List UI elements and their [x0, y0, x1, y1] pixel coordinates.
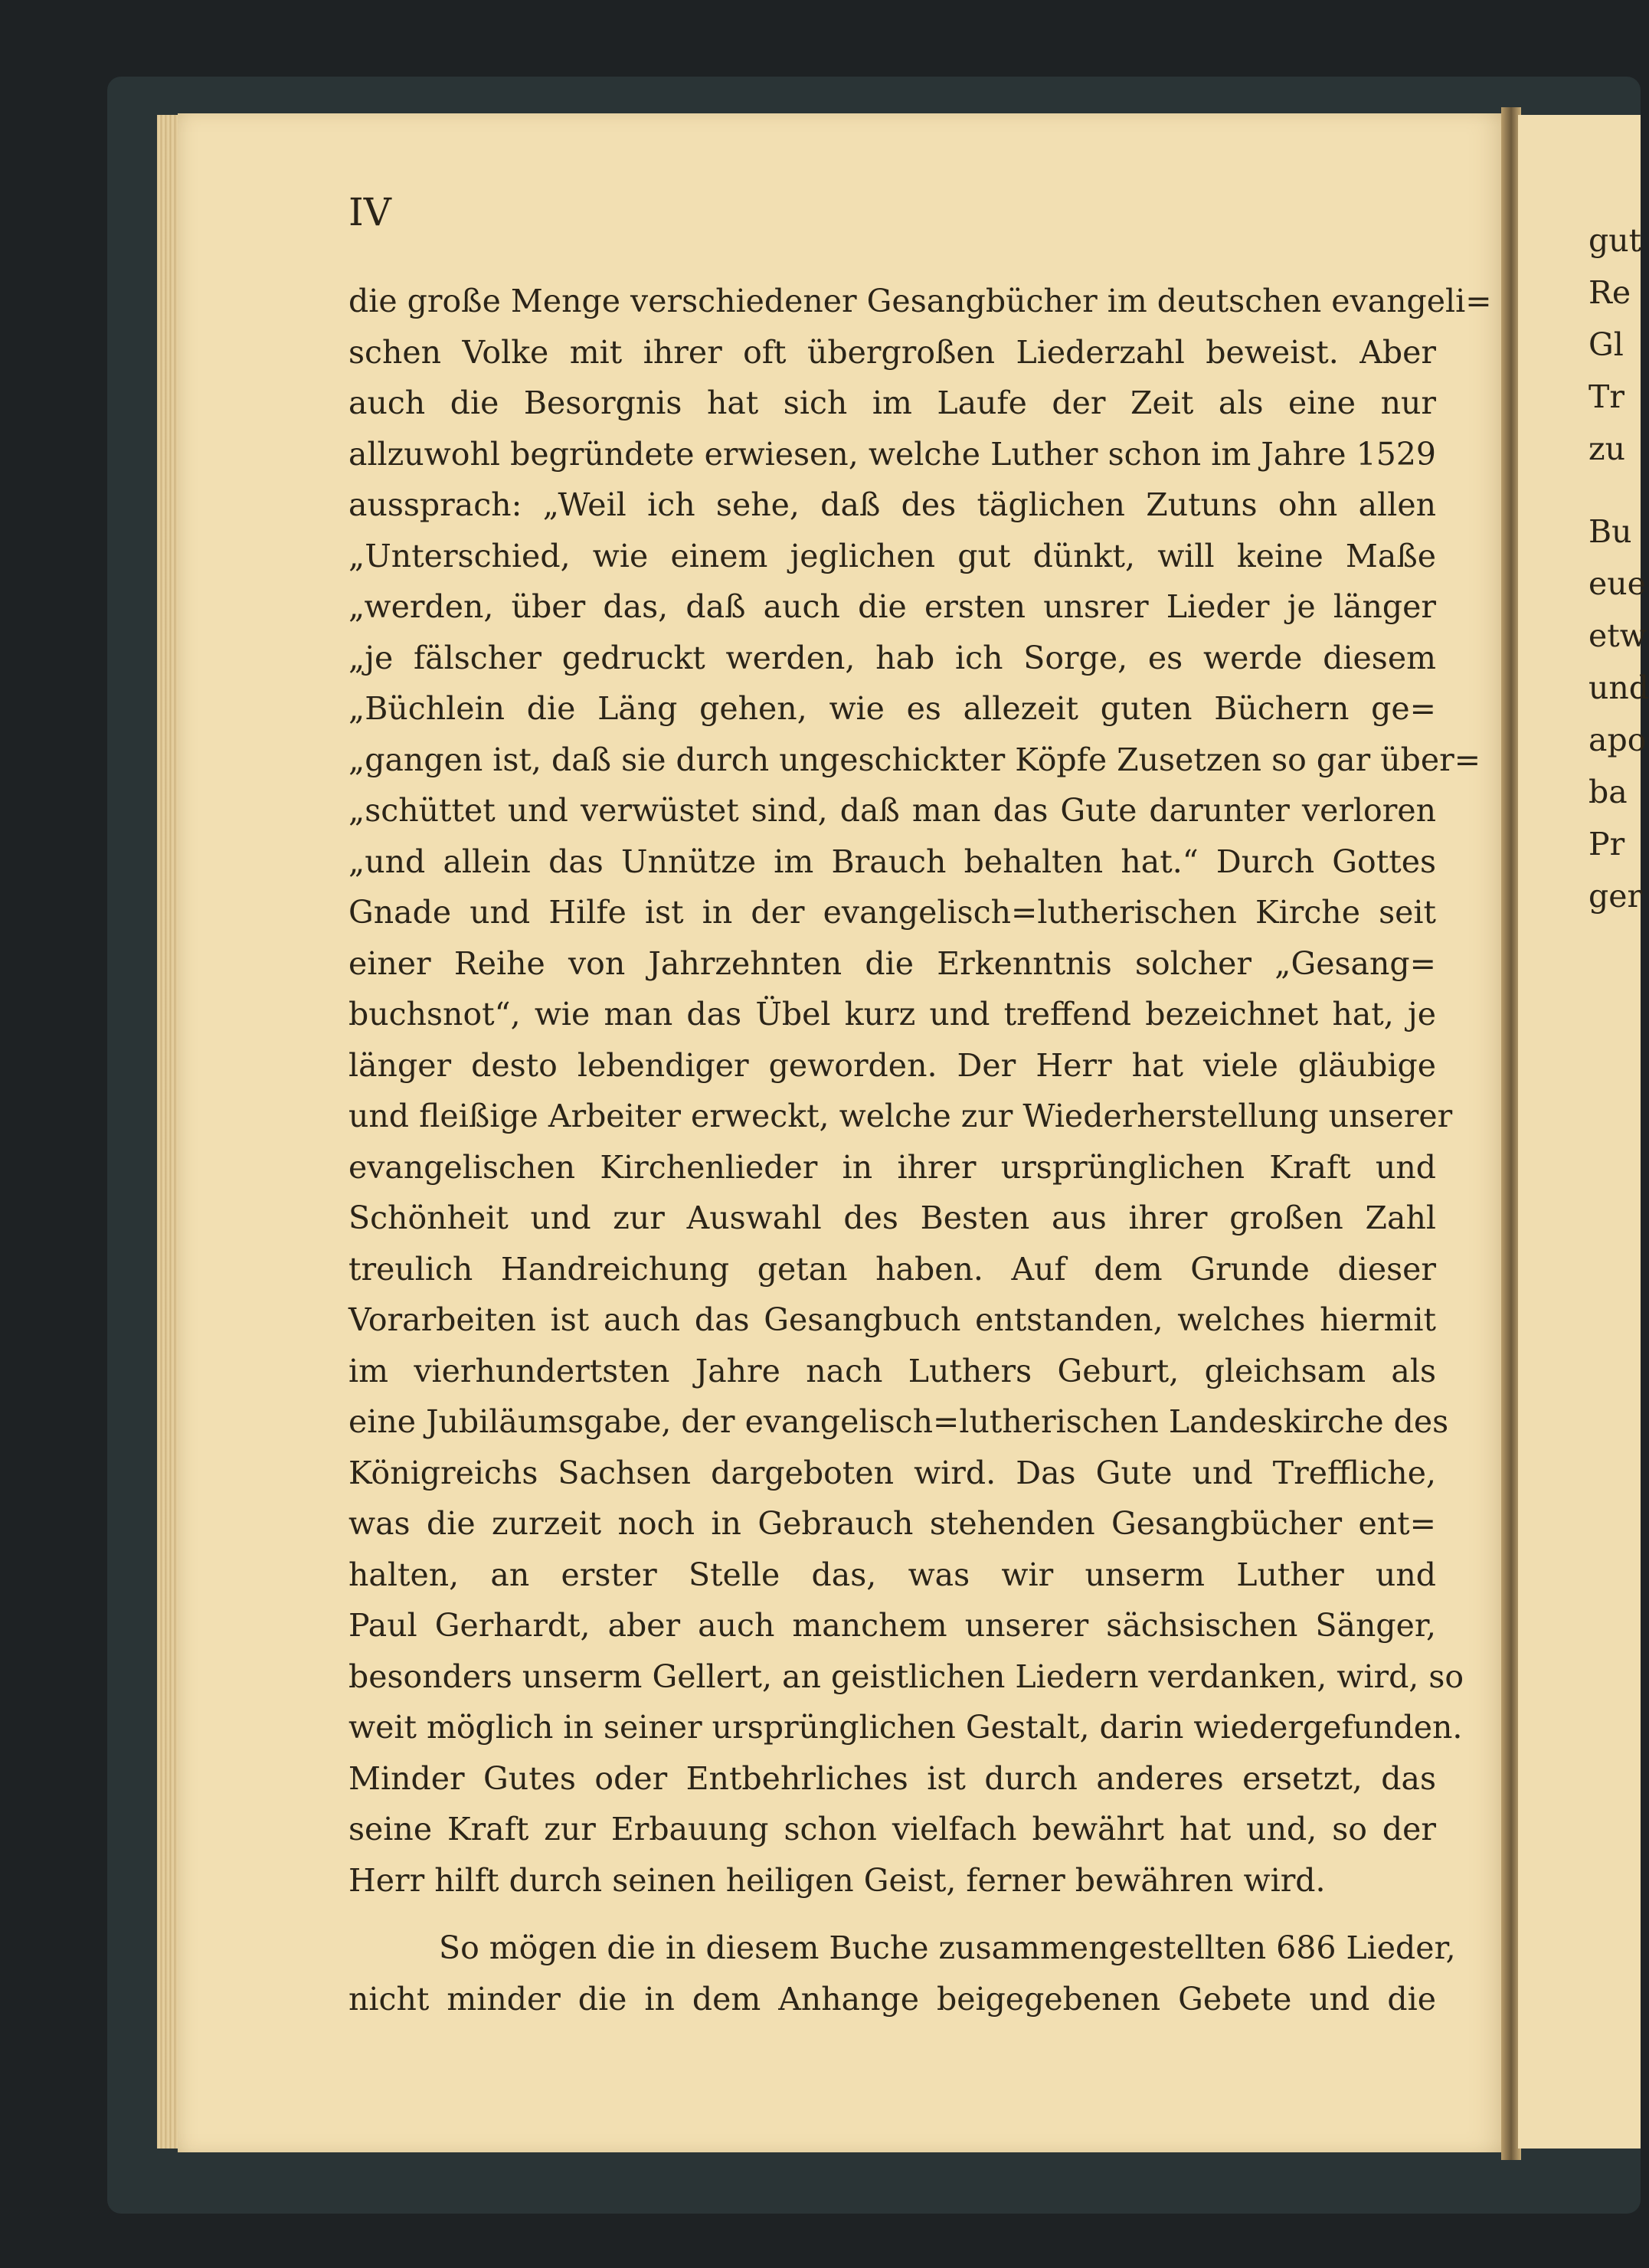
right-page-fragment: eue: [1588, 565, 1646, 602]
text-line: aussprach: „Weil ich sehe, daß des täglichen Zutuns ohn allen: [348, 486, 1436, 523]
text-line: Gnade und Hilfe ist in der evangelisch=lutherischen Kirche seit: [348, 894, 1436, 931]
right-page-fragment: Re: [1588, 274, 1631, 311]
right-page-fragment: zu: [1588, 430, 1626, 467]
text-line: „gangen ist, daß sie durch ungeschickter Köpfe Zusetzen so gar über=: [348, 741, 1481, 778]
text-line: Paul Gerhardt, aber auch manchem unserer sächsischen Sänger,: [348, 1607, 1436, 1644]
text-line: seine Kraft zur Erbauung schon vielfach bewährt hat und, so der: [348, 1811, 1436, 1847]
right-page-fragment: und: [1588, 669, 1649, 706]
text-line: und fleißige Arbeiter erweckt, welche zur Wiederherstellung unserer: [348, 1098, 1453, 1134]
right-page-fragment: Bu: [1588, 513, 1632, 550]
body-text: [348, 276, 1492, 2024]
text-line: „werden, über das, daß auch die ersten unsrer Lieder je länger: [348, 588, 1436, 625]
text-line: eine Jubiläumsgabe, der evangelisch=lutherischen Landeskirche des: [348, 1403, 1449, 1440]
text-line: buchsnot“, wie man das Übel kurz und treffend bezeichnet hat, je: [348, 996, 1436, 1033]
text-line: „und allein das Unnütze im Brauch behalten hat.“ Durch Gottes: [348, 843, 1436, 880]
text-line: im vierhundertsten Jahre nach Luthers Geburt, gleichsam als: [348, 1352, 1436, 1389]
text-line: was die zurzeit noch in Gebrauch stehenden Gesangbücher ent=: [348, 1505, 1436, 1542]
text-line: schen Volke mit ihrer oft übergroßen Liederzahl beweist. Aber: [348, 333, 1436, 371]
paragraph-1: [348, 276, 1492, 1906]
text-line: Minder Gutes oder Entbehrliches ist durch anderes ersetzt, das: [348, 1759, 1436, 1797]
right-page-fragment: Pr: [1588, 826, 1625, 862]
text-line: besonders unserm Gellert, an geistlichen Liedern verdanken, wird, so: [348, 1658, 1464, 1695]
text-line: „je fälscher gedruckt werden, hab ich Sorge, es werde diesem: [348, 639, 1436, 676]
text-line: halten, an erster Stelle das, was wir unserm Luther und: [348, 1556, 1436, 1593]
text-line: länger desto lebendiger geworden. Der Herr hat viele gläubige: [348, 1046, 1436, 1084]
text-line: „Büchlein die Läng gehen, wie es allezeit guten Büchern ge=: [348, 690, 1436, 727]
text-line: evangelischen Kirchenlieder in ihrer ursprünglichen Kraft und: [348, 1148, 1436, 1186]
text-line: weit möglich in seiner ursprünglichen Gestalt, darin wiedergefunden.: [348, 1709, 1463, 1746]
right-page-fragment: gut: [1588, 222, 1642, 259]
text-line: Schönheit und zur Auswahl des Besten aus ihrer großen Zahl: [348, 1199, 1436, 1236]
paragraph-2: [348, 1923, 1456, 2024]
right-page-fragment: ba: [1588, 774, 1628, 810]
text-line: Herr hilft durch seinen heiligen Geist, ferner bewähren wird.: [348, 1861, 1326, 1899]
right-page-fragment: apo: [1588, 722, 1647, 758]
text-line: auch die Besorgnis hat sich im Laufe der Zeit als eine nur: [348, 385, 1436, 421]
right-page-fragment: Gl: [1588, 326, 1624, 363]
right-page-fragment: etw: [1588, 617, 1647, 654]
text-line: So mögen die in diesem Buche zusammengestellten 686 Lieder,: [439, 1929, 1456, 1966]
text-line: Königreichs Sachsen dargeboten wird. Das Gute und Treffliche,: [348, 1454, 1436, 1491]
text-line: die große Menge verschiedener Gesangbücher im deutschen evangeli=: [348, 283, 1492, 319]
text-line: Vorarbeiten ist auch das Gesangbuch entstanden, welches hiermit: [348, 1301, 1436, 1338]
text-line: allzuwohl begründete erwiesen, welche Luther schon im Jahre 1529: [348, 435, 1436, 473]
text-line: treulich Handreichung getan haben. Auf dem Grunde dieser: [348, 1250, 1436, 1288]
text-line: nicht minder die in dem Anhange beigegebenen Gebete und die: [348, 1980, 1436, 2018]
right-page-fragment: ger: [1588, 878, 1643, 915]
text-line: einer Reihe von Jahrzehnten die Erkenntnis solcher „Gesang=: [348, 944, 1436, 982]
text-line: „schüttet und verwüstet sind, daß man das Gute darunter verloren: [348, 792, 1436, 829]
right-page-fragment: Tr: [1588, 378, 1624, 415]
right-page: [1518, 115, 1649, 2149]
page-number: IV: [348, 190, 391, 234]
text-line: „Unterschied, wie einem jeglichen gut dünkt, will keine Maße: [348, 537, 1436, 574]
